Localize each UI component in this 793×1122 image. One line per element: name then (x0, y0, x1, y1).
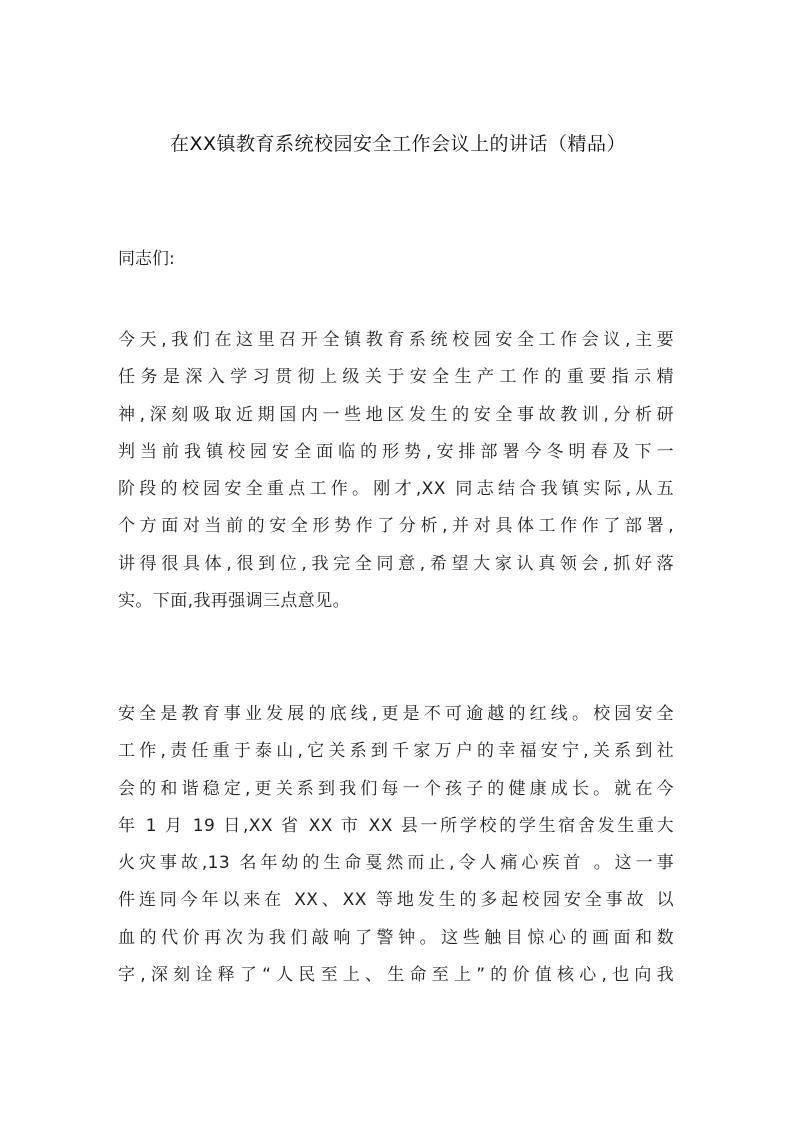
paragraph-line: 安全是教育事业发展的底线,更是不可逾越的红线。校园安全 (118, 704, 674, 724)
paragraph-line: 字,深刻诠释了“人民至上、生命至上”的价值核心,也向我 (118, 965, 674, 986)
paragraph-line: 个方面对当前的安全形势作了分析,并对具体工作作了部署, (118, 516, 674, 537)
paragraph-line: 阶段的校园安全重点工作。刚才,XX 同志结合我镇实际,从五 (118, 479, 674, 500)
paragraph-safety (118, 696, 674, 994)
paragraph-line: 神,深刻吸取近期国内一些地区发生的安全事故教训,分析研 (118, 404, 674, 425)
paragraph-line: 会的和谐稳定,更关系到我们每一个孩子的健康成长。就在今 (118, 778, 674, 799)
paragraph-opening (118, 322, 674, 620)
document-title: 在XX镇教育系统校园安全工作会议上的讲话（精品） (169, 133, 627, 155)
paragraph-line: 工作,责任重于泰山,它关系到千家万户的幸福安宁,关系到社 (118, 741, 674, 762)
salutation: 同志们: (118, 249, 175, 269)
paragraph-line: 今天,我们在这里召开全镇教育系统校园安全工作会议,主要 (118, 330, 674, 350)
paragraph-line: 火灾事故,13 名年幼的生命戛然而止,令人痛心疾首 。这一事 (118, 853, 674, 874)
paragraph-line: 年 1 月 19 日,XX 省 XX 市 XX 县一所学校的学生宿舍发生重大 (118, 815, 674, 836)
paragraph-line: 实。下面,我再强调三点意见。 (118, 591, 351, 612)
paragraph-line: 件连同今年以来在 XX、XX 等地发生的多起校园安全事故 以 (118, 890, 674, 911)
paragraph-line: 判当前我镇校园安全面临的形势,安排部署今冬明春及下一 (118, 441, 674, 462)
paragraph-line: 任务是深入学习贯彻上级关于安全生产工作的重要指示精 (118, 367, 674, 388)
paragraph-line: 血的代价再次为我们敲响了警钟。这些触目惊心的画面和数 (118, 927, 674, 948)
paragraph-line: 讲得很具体,很到位,我完全同意,希望大家认真领会,抓好落 (118, 553, 674, 574)
